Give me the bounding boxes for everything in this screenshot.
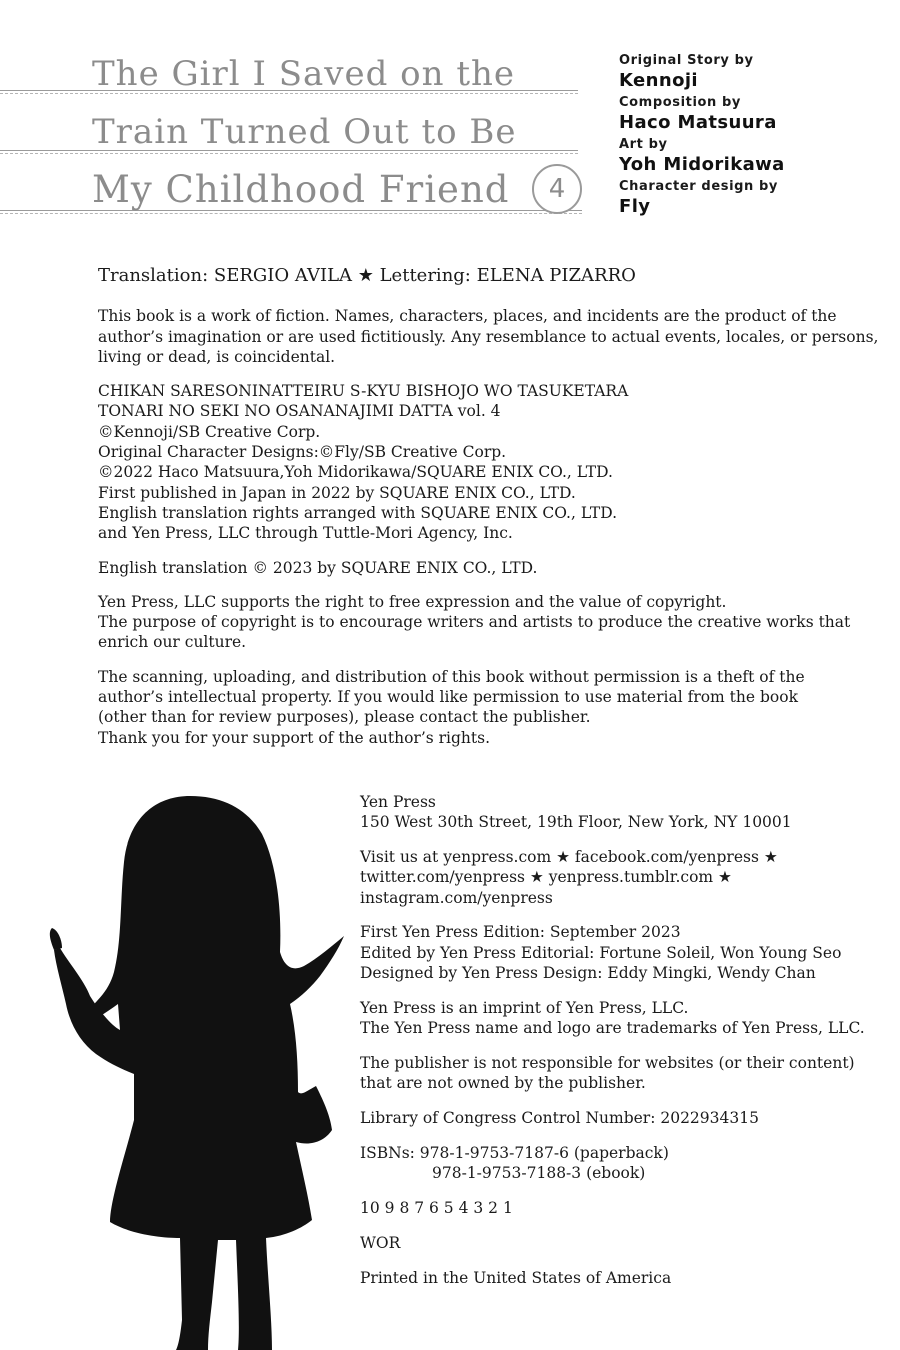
text-line: First Yen Press Edition: September 2023: [360, 923, 681, 942]
title-block: [0, 40, 600, 220]
text-line: ©Kennoji/SB Creative Corp.: [98, 422, 321, 441]
text-line: (other than for review purposes), please contact the publisher.: [98, 708, 591, 727]
text-line: TONARI NO SEKI NO OSANANAJIMI DATTA vol. 4: [98, 402, 501, 421]
text-line: First published in Japan in 2022 by SQUARE ENIX CO., LTD.: [98, 483, 576, 502]
text-line: that are not owned by the publisher.: [360, 1074, 646, 1093]
text-line: Original Character Designs:©Fly/SB Creative Corp.: [98, 443, 507, 462]
translation-line: Translation: SERGIO AVILA ★ Lettering: ELENA PIZARRO: [98, 265, 636, 286]
text-line: enrich our culture.: [98, 633, 247, 652]
credit-role: Original Story by: [619, 53, 754, 68]
title-line-1: The Girl I Saved on the: [92, 54, 516, 94]
text-line: The purpose of copyright is to encourage writers and artists to produce the creative works that: [98, 613, 851, 632]
text-line: Edited by Yen Press Editorial: Fortune Soleil, Won Young Seo: [360, 943, 842, 962]
text-line: Yen Press, LLC supports the right to free expression and the value of copyright.: [98, 592, 727, 611]
imprint-info: [360, 998, 865, 1039]
visit-links: [360, 847, 860, 908]
credit-role: Composition by: [619, 95, 742, 110]
fiction-notice: [98, 306, 879, 367]
responsibility-notice: [360, 1053, 860, 1094]
text-line: Visit us at yenpress.com ★ facebook.com/yenpress ★: [360, 848, 778, 867]
text-line: ©2022 Haco Matsuura,Yoh Midorikawa/SQUARE ENIX CO., LTD.: [98, 463, 613, 482]
wor-code: WOR: [360, 1233, 401, 1252]
credits-block: [619, 52, 889, 220]
text-line: Designed by Yen Press Design: Eddy Mingki, Wendy Chan: [360, 964, 816, 983]
printed-in: Printed in the United States of America: [360, 1268, 672, 1287]
address-line: 150 West 30th Street, 19th Floor, New York, NY 10001: [360, 813, 792, 832]
copyright-main: [98, 265, 879, 762]
text-line: instagram.com/yenpress: [360, 888, 553, 907]
credit-role: Character design by: [619, 179, 779, 194]
text-line: The scanning, uploading, and distribution of this book without permission is a theft of the: [98, 667, 805, 686]
english-translation-copyright: English translation © 2023 by SQUARE ENIX CO., LTD.: [98, 558, 538, 577]
credit-name: Yoh Midorikawa: [619, 154, 785, 175]
credit-name: Fly: [619, 196, 651, 217]
text-line: author’s intellectual property. If you would like permission to use material from the book: [98, 688, 798, 707]
isbn-ebook: 978-1-9753-7188-3 (ebook): [432, 1164, 646, 1183]
text-line: author’s imagination or are used fictitiously. Any resemblance to actual events, locales, or persons,: [98, 327, 879, 346]
text-line: living or dead, is coincidental.: [98, 347, 336, 366]
text-line: Yen Press is an imprint of Yen Press, LLC.: [360, 998, 689, 1017]
edition-info: [360, 922, 860, 983]
publisher-name: Yen Press: [360, 793, 436, 811]
text-line: The Yen Press name and logo are trademarks of Yen Press, LLC.: [360, 1019, 865, 1038]
text-line: twitter.com/yenpress ★ yenpress.tumblr.com ★: [360, 868, 732, 887]
publisher-address: [360, 792, 860, 833]
text-line: Thank you for your support of the author’s rights.: [98, 728, 491, 747]
text-line: This book is a work of fiction. Names, characters, places, and incidents are the product of the: [98, 307, 837, 326]
isbn-info: [360, 1143, 860, 1184]
credit-name: Haco Matsuura: [619, 112, 777, 133]
volume-number: 4: [532, 164, 582, 214]
publisher-info: [360, 792, 865, 1302]
title-line-3: My Childhood Friend: [92, 168, 510, 211]
scanning-notice: [98, 667, 828, 748]
text-line: and Yen Press, LLC through Tuttle-Mori Agency, Inc.: [98, 524, 513, 543]
copyright-support: [98, 592, 851, 653]
text-line: CHIKAN SARESONINATTEIRU S-KYU BISHOJO WO TASUKETARA: [98, 382, 629, 401]
original-info: [98, 381, 828, 543]
text-line: English translation rights arranged with SQUARE ENIX CO., LTD.: [98, 503, 618, 522]
printing-line: 10 9 8 7 6 5 4 3 2 1: [360, 1198, 513, 1217]
loc-number: Library of Congress Control Number: 2022934315: [360, 1109, 759, 1128]
credit-name: Kennoji: [619, 70, 698, 91]
title-line-2: Train Turned Out to Be: [92, 112, 517, 152]
credit-role: Art by: [619, 137, 668, 152]
text-line: The publisher is not responsible for websites (or their content): [360, 1053, 855, 1072]
girl-silhouette-illustration: [40, 790, 350, 1350]
isbn-paperback: ISBNs: 978-1-9753-7187-6 (paperback): [360, 1143, 669, 1162]
